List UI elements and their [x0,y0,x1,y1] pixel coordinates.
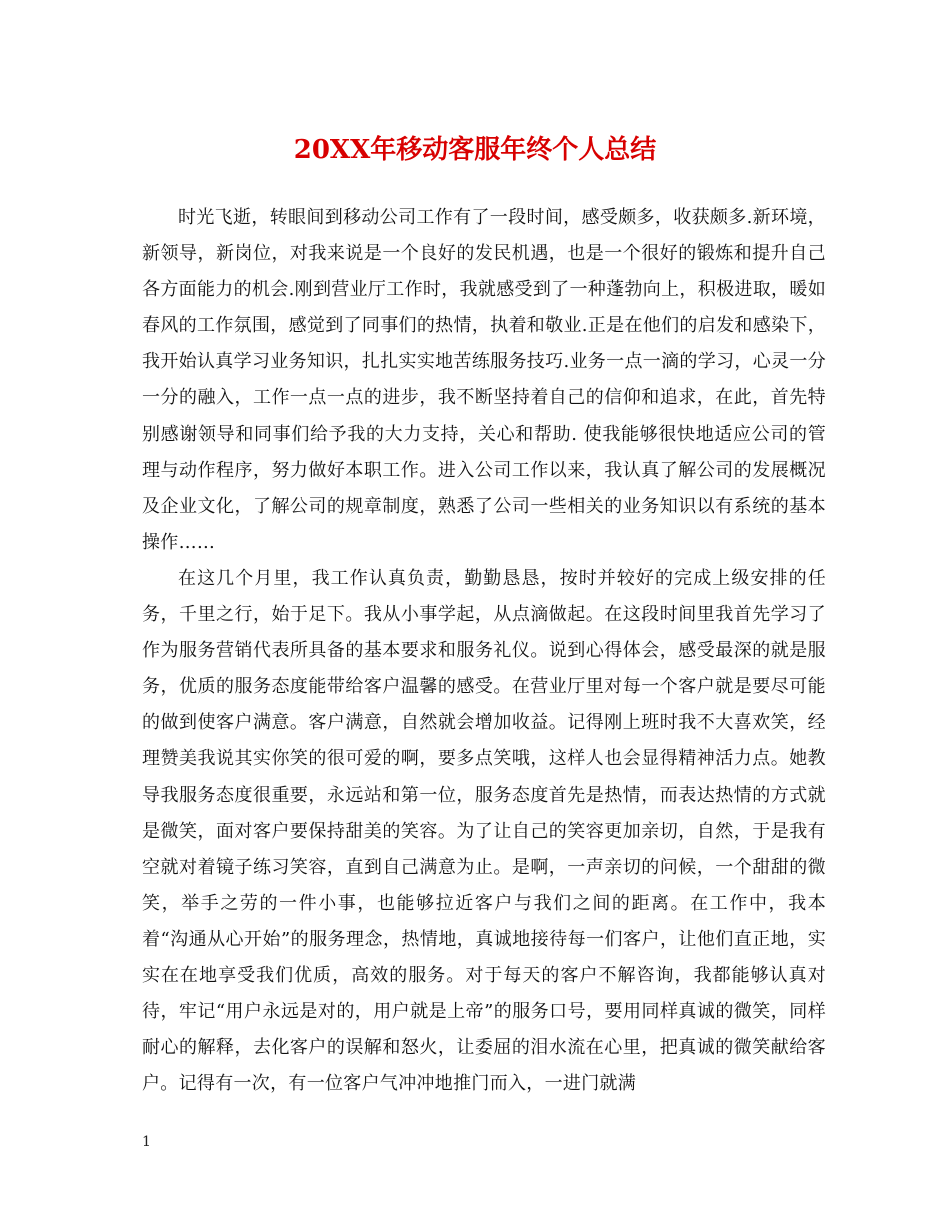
paragraph-2: 在这几个月里，我工作认真负责，勤勤恳恳，按时并较好的完成上级安排的任务，千里之行，始于足下。我从小事学起，从点滴做起。在这段时间里我首先学习了作为服务营销代表所具备的基本要求和服务礼仪。说到心得体会，感受最深的就是服务，优质的服务态度能带给客户温馨的感受。在营业厅里对每一个客户就是要尽可能的做到使客户满意。客户满意，自然就会增加收益。记得刚上班时我不大喜欢笑，经理赞美我说其实你笑的很可爱的啊，要多点笑哦，这样人也会显得精神活力点。她教导我服务态度很重要，永远站和第一位，服务态度首先是热情，而表达热情的方式就是微笑，面对客户要保持甜美的笑容。为了让自己的笑容更加亲切，自然，于是我有空就对着镜子练习笑容，直到自己满意为止。是啊，一声亲切的问候，一个甜甜的微笑，举手之劳的一件小事，也能够拉近客户与我们之间的距离。在工作中，我本着“沟通从心开始”的服务理念，热情地，真诚地接待每一们客户，让他们直正地，实实在在地享受我们优质，高效的服务。对于每天的客户不解咨询，我都能够认真对待，牢记“用户永远是对的，用户就是上帝”的服务口号，要用同样真诚的微笑，同样耐心的解释，去化客户的误解和怒火，让委屈的泪水流在心里，把真诚的微笑献给客户。记得有一次，有一位客户气冲冲地推门而入，一进门就满 [142,567,826,1095]
document-body [142,200,826,1102]
paragraph-1: 时光飞逝，转眼间到移动公司工作有了一段时间，感受颇多，收获颇多.新环境，新领导，新岗位，对我来说是一个良好的发民机遇，也是一个很好的锻炼和提升自己各方面能力的机会.刚到营业厅工作时，我就感受到了一种蓬勃向上，积极进取，暖如春风的工作氛围，感觉到了同事们的热情，执着和敬业.正是在他们的启发和感染下，我开始认真学习业务知识，扎扎实实地苦练服务技巧.业务一点一滴的学习，心灵一分一分的融入，工作一点一点的进步，我不断坚持着自己的信仰和追求，在此，首先特别感谢领导和同事们给予我的大力支持，关心和帮助. 使我能够很快地适应公司的管理与动作程序，努力做好本职工作。进入公司工作以来，我认真了解公司的发展概况及企业文化，了解公司的规章制度，熟悉了公司一些相关的业务知识以有系统的基本操作…… [142,207,826,553]
page-number: 1 [142,1134,151,1150]
document-title: 20XX年移动客服年终个人总结 [293,135,657,165]
